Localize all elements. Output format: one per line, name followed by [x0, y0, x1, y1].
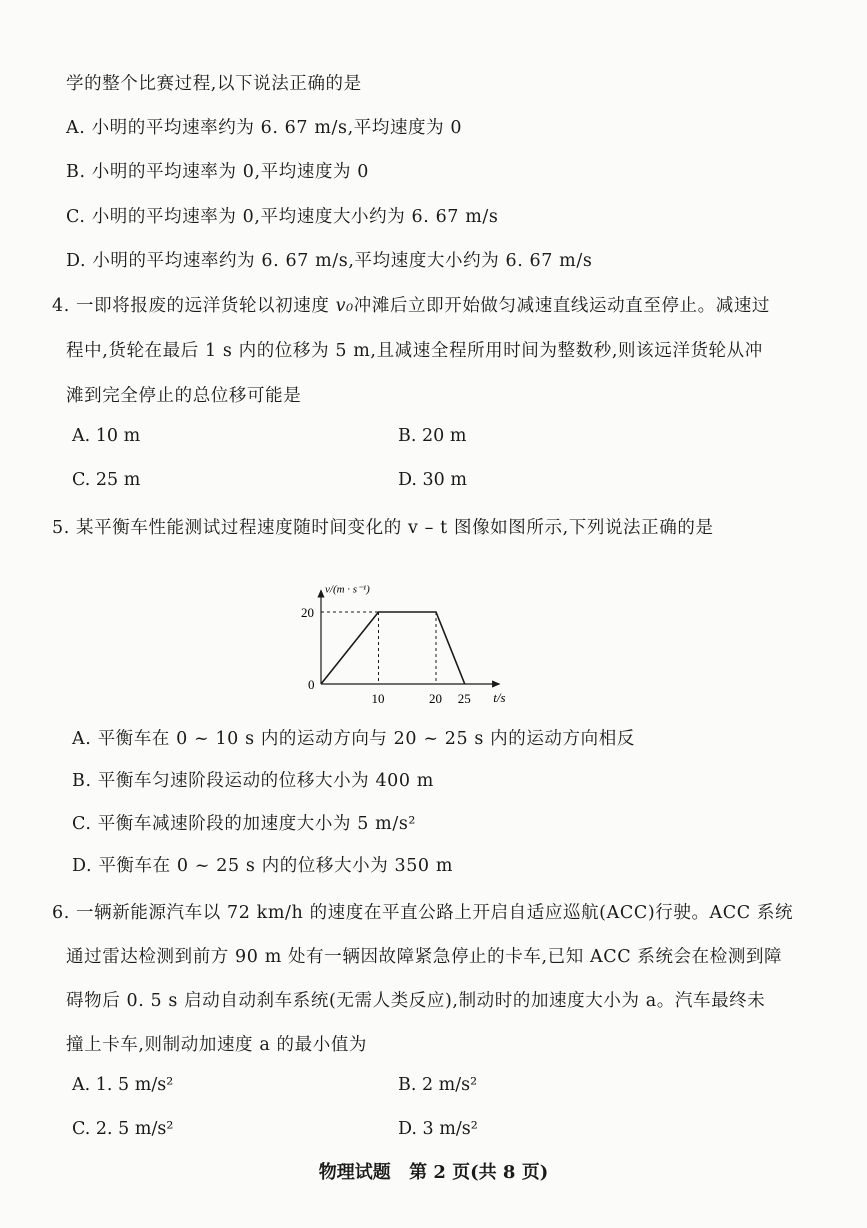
x-axis-label: t/s: [493, 690, 506, 705]
q5-option-d: D. 平衡车在 0 ~ 25 s 内的位移大小为 350 m: [72, 856, 454, 876]
q6-option-c: C. 2. 5 m/s²: [72, 1119, 174, 1139]
q6-line-1: 6. 一辆新能源汽车以 72 km/h 的速度在平直公路上开启自适应巡航(ACC)行驶。ACC 系统: [52, 903, 794, 923]
q4-line-2: 程中,货轮在最后 1 s 内的位移为 5 m,且减速全程所用时间为整数秒,则该远洋货轮从冲: [66, 341, 763, 361]
q3-option-d: D. 小明的平均速率约为 6. 67 m/s,平均速度大小约为 6. 67 m/s: [66, 251, 593, 271]
q5-option-b: B. 平衡车匀速阶段运动的位移大小为 400 m: [72, 771, 435, 791]
q4-option-a: A. 10 m: [72, 426, 141, 446]
x-tick-label-10: 10: [371, 691, 385, 706]
q6-line-2: 通过雷达检测到前方 90 m 处有一辆因故障紧急停止的卡车,已知 ACC 系统会在检测到障: [66, 947, 783, 967]
q4-option-c: C. 25 m: [72, 470, 141, 490]
origin-label: 0: [308, 677, 315, 692]
q6-option-a: A. 1. 5 m/s²: [72, 1075, 174, 1095]
y-tick-label-20: 20: [301, 605, 314, 620]
q4-line-1-pre: 4. 一即将报废的远洋货轮以初速度: [52, 296, 336, 316]
q3-stem-tail: 学的整个比赛过程,以下说法正确的是: [66, 74, 362, 94]
q3-option-c: C. 小明的平均速率为 0,平均速度大小约为 6. 67 m/s: [66, 207, 499, 227]
q4-line-1-post: 冲滩后立即开始做匀减速直线运动直至停止。减速过: [353, 296, 771, 316]
footer-subject: 物理试题: [318, 1162, 391, 1183]
footer-page-number: 第 2 页(共 8 页): [409, 1162, 549, 1183]
x-tick-label-20: 20: [429, 691, 442, 706]
q3-option-a: A. 小明的平均速率约为 6. 67 m/s,平均速度为 0: [66, 118, 463, 138]
q4-line-1: [52, 292, 770, 317]
q5-option-a: A. 平衡车在 0 ~ 10 s 内的运动方向与 20 ~ 25 s 内的运动方向相反: [72, 729, 635, 749]
q4-v0: v₀: [335, 296, 354, 316]
q4-option-d: D. 30 m: [398, 470, 467, 490]
vt-chart: [0, 550, 867, 710]
q6-line-3: 碍物后 0. 5 s 启动自动刹车系统(无需人类反应),制动时的加速度大小为 a。汽车最终未: [66, 991, 766, 1011]
q6-option-b: B. 2 m/s²: [398, 1075, 478, 1095]
x-tick-label-25: 25: [457, 691, 471, 706]
q3-option-b: B. 小明的平均速率为 0,平均速度为 0: [66, 162, 370, 182]
q5-option-c: C. 平衡车减速阶段的加速度大小为 5 m/s²: [72, 814, 417, 834]
y-axis-label: v/(m · s⁻¹): [325, 583, 370, 596]
q6-line-4: 撞上卡车,则制动加速度 a 的最小值为: [66, 1035, 368, 1055]
vt-series-line: [321, 612, 465, 684]
page-footer: [0, 1158, 867, 1184]
q4-option-b: B. 20 m: [398, 426, 467, 446]
q4-line-3: 滩到完全停止的总位移可能是: [66, 386, 302, 406]
q5-stem: 5. 某平衡车性能测试过程速度随时间变化的 v – t 图像如图所示,下列说法正确的是: [52, 518, 714, 538]
q6-option-d: D. 3 m/s²: [398, 1119, 478, 1139]
